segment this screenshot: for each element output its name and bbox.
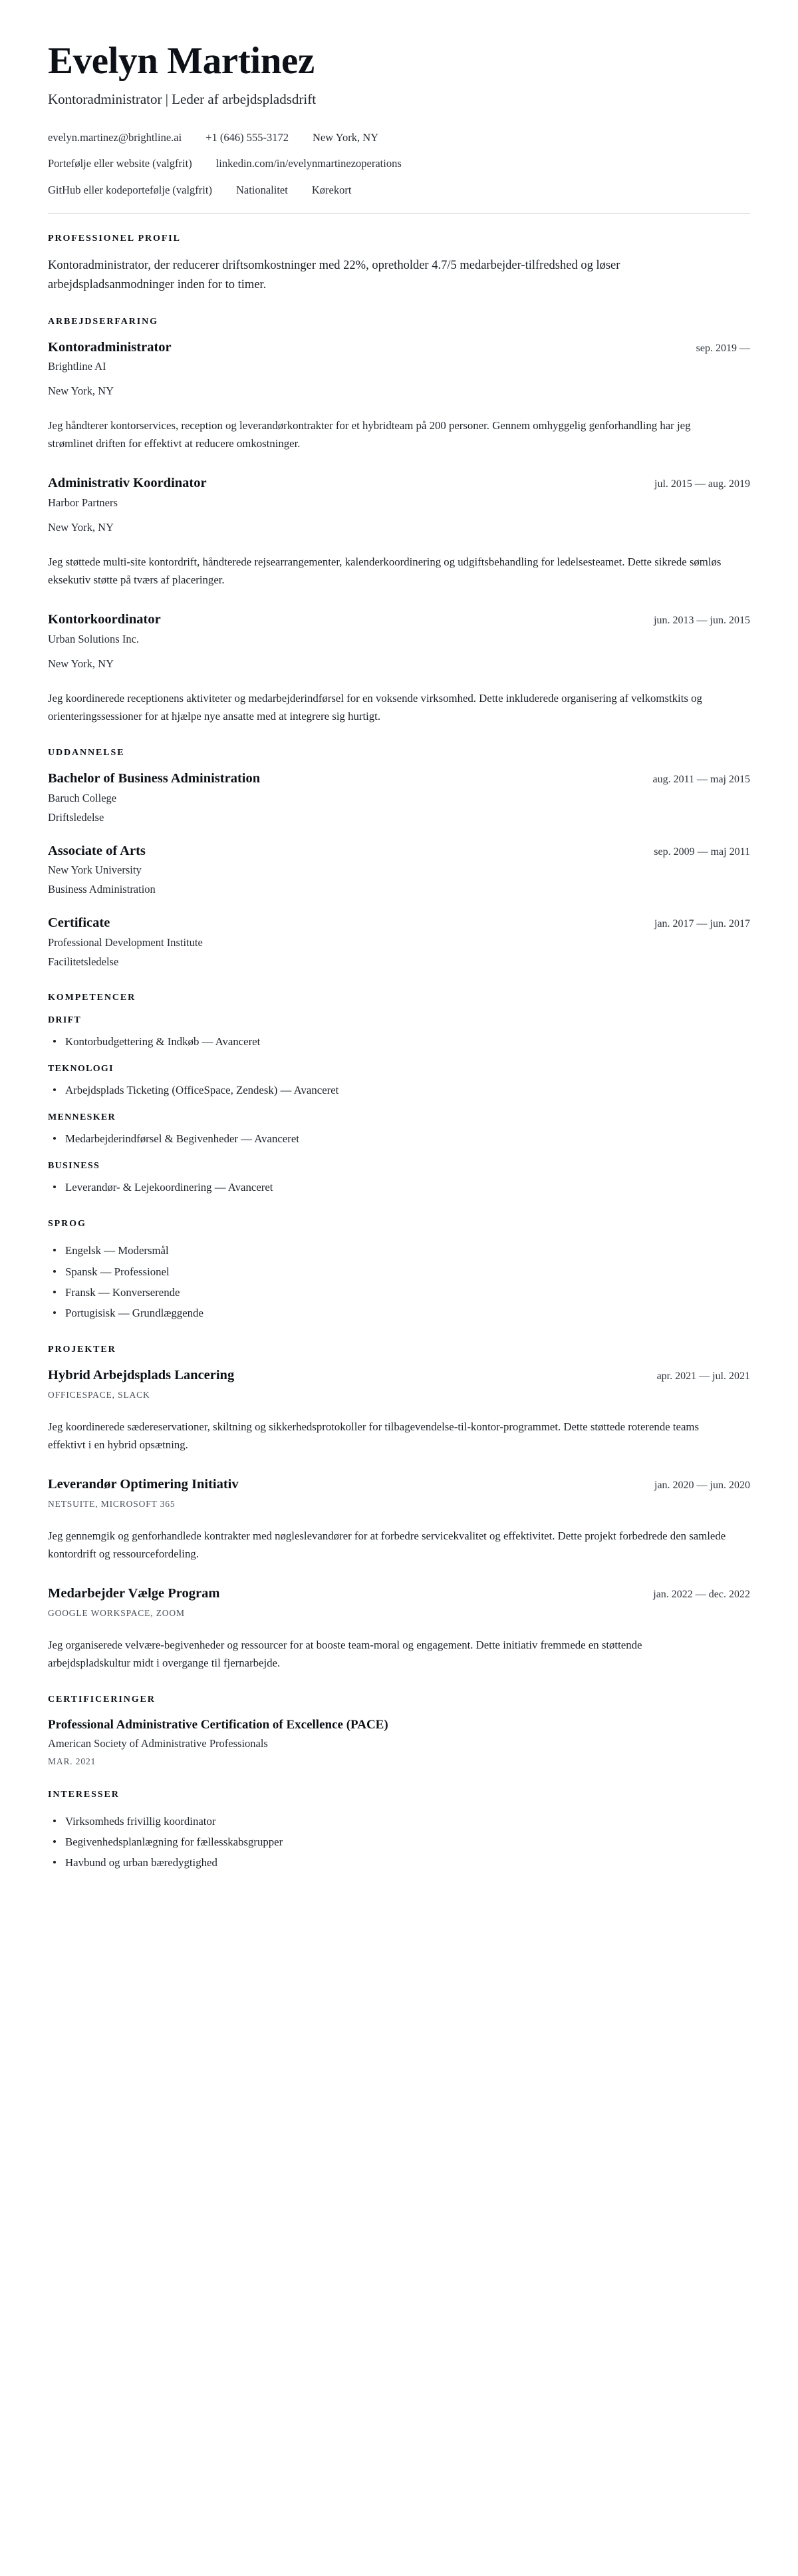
experience-date: jul. 2015 — aug. 2019 <box>654 478 750 490</box>
education-entry-head <box>48 843 750 860</box>
project-entry-head <box>48 1476 750 1494</box>
header-divider <box>48 213 750 214</box>
skill-group-title: MENNESKER <box>48 1112 116 1123</box>
education-degree: Certificate <box>48 915 110 931</box>
certification-name: Professional Administrative Certification of Excellence (PACE) <box>48 1718 388 1732</box>
project-description: Jeg koordinerede sædereservationer, skiltning og sikkerhedsprotokoller for tilbagevendelse-til-kontor-programmet. Dette støttede roterende teams effektivt i en hybrid opsætning. <box>48 1420 699 1452</box>
certification-issuer: American Society of Administrative Professionals <box>48 1737 268 1750</box>
section-title-languages: SPROG <box>48 1219 86 1229</box>
contact-linkedin[interactable]: linkedin.com/in/evelynmartinezoperations <box>215 157 402 170</box>
experience-role: Administrativ Koordinator <box>48 476 207 491</box>
contact-email[interactable]: evelyn.martinez@brightline.ai <box>48 130 182 144</box>
section-profile <box>48 234 750 293</box>
experience-company: Harbor Partners <box>48 496 118 510</box>
project-entry-head <box>48 1585 750 1603</box>
resume-header <box>48 41 750 198</box>
project-description: Jeg gennemgik og genforhandlede kontrakter med nøgleslevandører for at forbedre servicekvalitet og effektivitet. Dette projekt forbedrede den samlede kontordrift og ressourcefordeling. <box>48 1529 726 1561</box>
experience-date: jun. 2013 — jun. 2015 <box>654 615 750 627</box>
candidate-name: Evelyn Martinez <box>48 40 315 82</box>
education-field: Facilitetsledelse <box>48 955 119 968</box>
section-education <box>48 748 750 969</box>
section-title-profile: PROFESSIONEL PROFIL <box>48 234 181 244</box>
project-entry <box>48 1476 750 1563</box>
project-date: jan. 2020 — jun. 2020 <box>654 1480 750 1492</box>
education-entry <box>48 843 750 897</box>
skill-item: Arbejdsplads Ticketing (OfficeSpace, Zendesk) — Avanceret <box>48 1081 750 1099</box>
language-item: Portugisisk — Grundlæggende <box>48 1304 750 1322</box>
experience-date: sep. 2019 — <box>696 342 750 354</box>
education-entry <box>48 770 750 825</box>
experience-company: Brightline AI <box>48 360 106 373</box>
skill-list <box>48 1081 750 1099</box>
skill-group-title: DRIFT <box>48 1015 82 1025</box>
experience-role: Kontorkoordinator <box>48 612 161 627</box>
skill-group <box>48 1161 750 1196</box>
experience-entry <box>48 475 750 589</box>
language-item: Engelsk — Modersmål <box>48 1241 750 1259</box>
skill-group <box>48 1064 750 1099</box>
skill-list <box>48 1178 750 1196</box>
language-list <box>48 1241 750 1322</box>
education-degree: Bachelor of Business Administration <box>48 771 261 786</box>
contact-portfolio[interactable]: Portefølje eller website (valgfrit) <box>48 157 192 170</box>
education-degree: Associate of Arts <box>48 843 146 858</box>
language-item: Spansk — Professionel <box>48 1263 750 1281</box>
section-certifications <box>48 1694 750 1767</box>
language-item: Fransk — Konverserende <box>48 1283 750 1301</box>
education-field: Driftsledelse <box>48 810 104 824</box>
education-entry-head <box>48 770 750 788</box>
experience-role: Kontoradministrator <box>48 339 172 355</box>
section-title-certifications: CERTIFICERINGER <box>48 1694 156 1705</box>
section-projects <box>48 1345 750 1672</box>
contact-nationality: Nationalitet <box>235 183 288 196</box>
contact-location: New York, NY <box>313 130 379 144</box>
section-experience <box>48 317 750 726</box>
section-skills <box>48 993 750 1197</box>
profile-summary: Kontoradministrator, der reducerer driftsomkostninger med 22%, opretholder 4.7/5 medarbejder-tilfredshed og løser arbejdspladsanmodninger inden for to timer. <box>48 259 620 291</box>
education-entry <box>48 915 750 969</box>
project-name: Hybrid Arbejdsplads Lancering <box>48 1368 235 1383</box>
experience-description: Jeg støttede multi-site kontordrift, håndterede rejsearrangementer, kalenderkoordinering og udgiftsbehandling for ledelsesteamet. Dette sikrede sømløs eksekutiv støtte på tværs af placeringer. <box>48 555 722 587</box>
certification-date: MAR. 2021 <box>48 1756 96 1767</box>
experience-entry <box>48 339 750 453</box>
interest-item: Virksomheds frivillig koordinator <box>48 1812 750 1830</box>
education-school: New York University <box>48 864 142 877</box>
project-name: Leverandør Optimering Initiativ <box>48 1477 239 1492</box>
interest-item: Begivenhedsplanlægning for fællesskabsgrupper <box>48 1833 750 1851</box>
education-date: jan. 2017 — jun. 2017 <box>654 918 750 930</box>
experience-entry-head <box>48 339 750 357</box>
section-title-projects: PROJEKTER <box>48 1345 116 1355</box>
skill-group <box>48 1015 750 1050</box>
education-field: Business Administration <box>48 883 156 896</box>
project-entry <box>48 1367 750 1454</box>
skill-list <box>48 1130 750 1148</box>
section-languages <box>48 1219 750 1322</box>
skill-group <box>48 1112 750 1148</box>
section-interests <box>48 1790 750 1872</box>
contact-row-links <box>48 155 750 172</box>
skill-item: Leverandør- & Lejekoordinering — Avanceret <box>48 1178 750 1196</box>
experience-entry-head <box>48 475 750 492</box>
skill-item: Kontorbudgettering & Indkøb — Avanceret <box>48 1033 750 1050</box>
section-title-education: UDDANNELSE <box>48 748 125 758</box>
education-date: sep. 2009 — maj 2011 <box>654 846 750 858</box>
project-entry <box>48 1585 750 1672</box>
interest-item: Havbund og urban bæredygtighed <box>48 1853 750 1871</box>
section-title-skills: KOMPETENCER <box>48 992 136 1003</box>
candidate-headline: Kontoradministrator | Leder af arbejdspladsdrift <box>48 91 317 108</box>
contact-row-primary <box>48 129 750 146</box>
certification-entry <box>48 1717 750 1767</box>
experience-location: New York, NY <box>48 385 114 398</box>
contact-github[interactable]: GitHub eller kodeportefølje (valgfrit) <box>48 183 212 196</box>
experience-company: Urban Solutions Inc. <box>48 632 140 645</box>
education-school: Baruch College <box>48 791 117 804</box>
experience-entry-head <box>48 611 750 629</box>
section-title-interests: INTERESSER <box>48 1790 120 1800</box>
project-date: apr. 2021 — jul. 2021 <box>656 1370 750 1382</box>
project-tags: GOOGLE WORKSPACE, ZOOM <box>48 1607 185 1618</box>
experience-description: Jeg håndterer kontorservices, reception og leverandørkontrakter for et hybridteam på 200 personer. Gennem omhyggelig genforhandling har jeg strømlinet driften for effektivt at reducere omkostninger. <box>48 419 691 450</box>
project-entry-head <box>48 1367 750 1384</box>
contact-driving-license: Kørekort <box>311 183 352 196</box>
experience-description: Jeg koordinerede receptionens aktiviteter og medarbejderindførsel for en voksende virksomhed. Dette inkluderede organisering af velkomstkits og orienteringssessioner for at hjælpe nye ansatte med at integrere sig hurtigt. <box>48 691 702 723</box>
education-school: Professional Development Institute <box>48 935 203 949</box>
skill-group-title: BUSINESS <box>48 1161 100 1172</box>
interest-list <box>48 1812 750 1872</box>
project-name: Medarbejder Vælge Program <box>48 1586 220 1601</box>
contact-row-extra <box>48 182 750 199</box>
project-tags: NETSUITE, MICROSOFT 365 <box>48 1498 176 1509</box>
section-title-experience: ARBEJDSERFARING <box>48 316 158 327</box>
project-date: jan. 2022 — dec. 2022 <box>653 1589 750 1601</box>
project-description: Jeg organiserede velvære-begivenheder og ressourcer for at booste team-moral og engagement. Dette initiativ fremmede en støttende arbejdspladskultur midt i overgange til fjernarbejde. <box>48 1638 642 1670</box>
education-entry-head <box>48 915 750 932</box>
experience-location: New York, NY <box>48 657 114 670</box>
education-date: aug. 2011 — maj 2015 <box>652 774 750 786</box>
experience-location: New York, NY <box>48 521 114 534</box>
experience-entry <box>48 611 750 725</box>
project-tags: OFFICESPACE, SLACK <box>48 1389 150 1400</box>
skill-item: Medarbejderindførsel & Begivenheder — Avanceret <box>48 1130 750 1148</box>
skill-list <box>48 1033 750 1050</box>
contact-phone[interactable]: +1 (646) 555-3172 <box>205 130 289 144</box>
skill-group-title: TEKNOLOGI <box>48 1063 114 1074</box>
